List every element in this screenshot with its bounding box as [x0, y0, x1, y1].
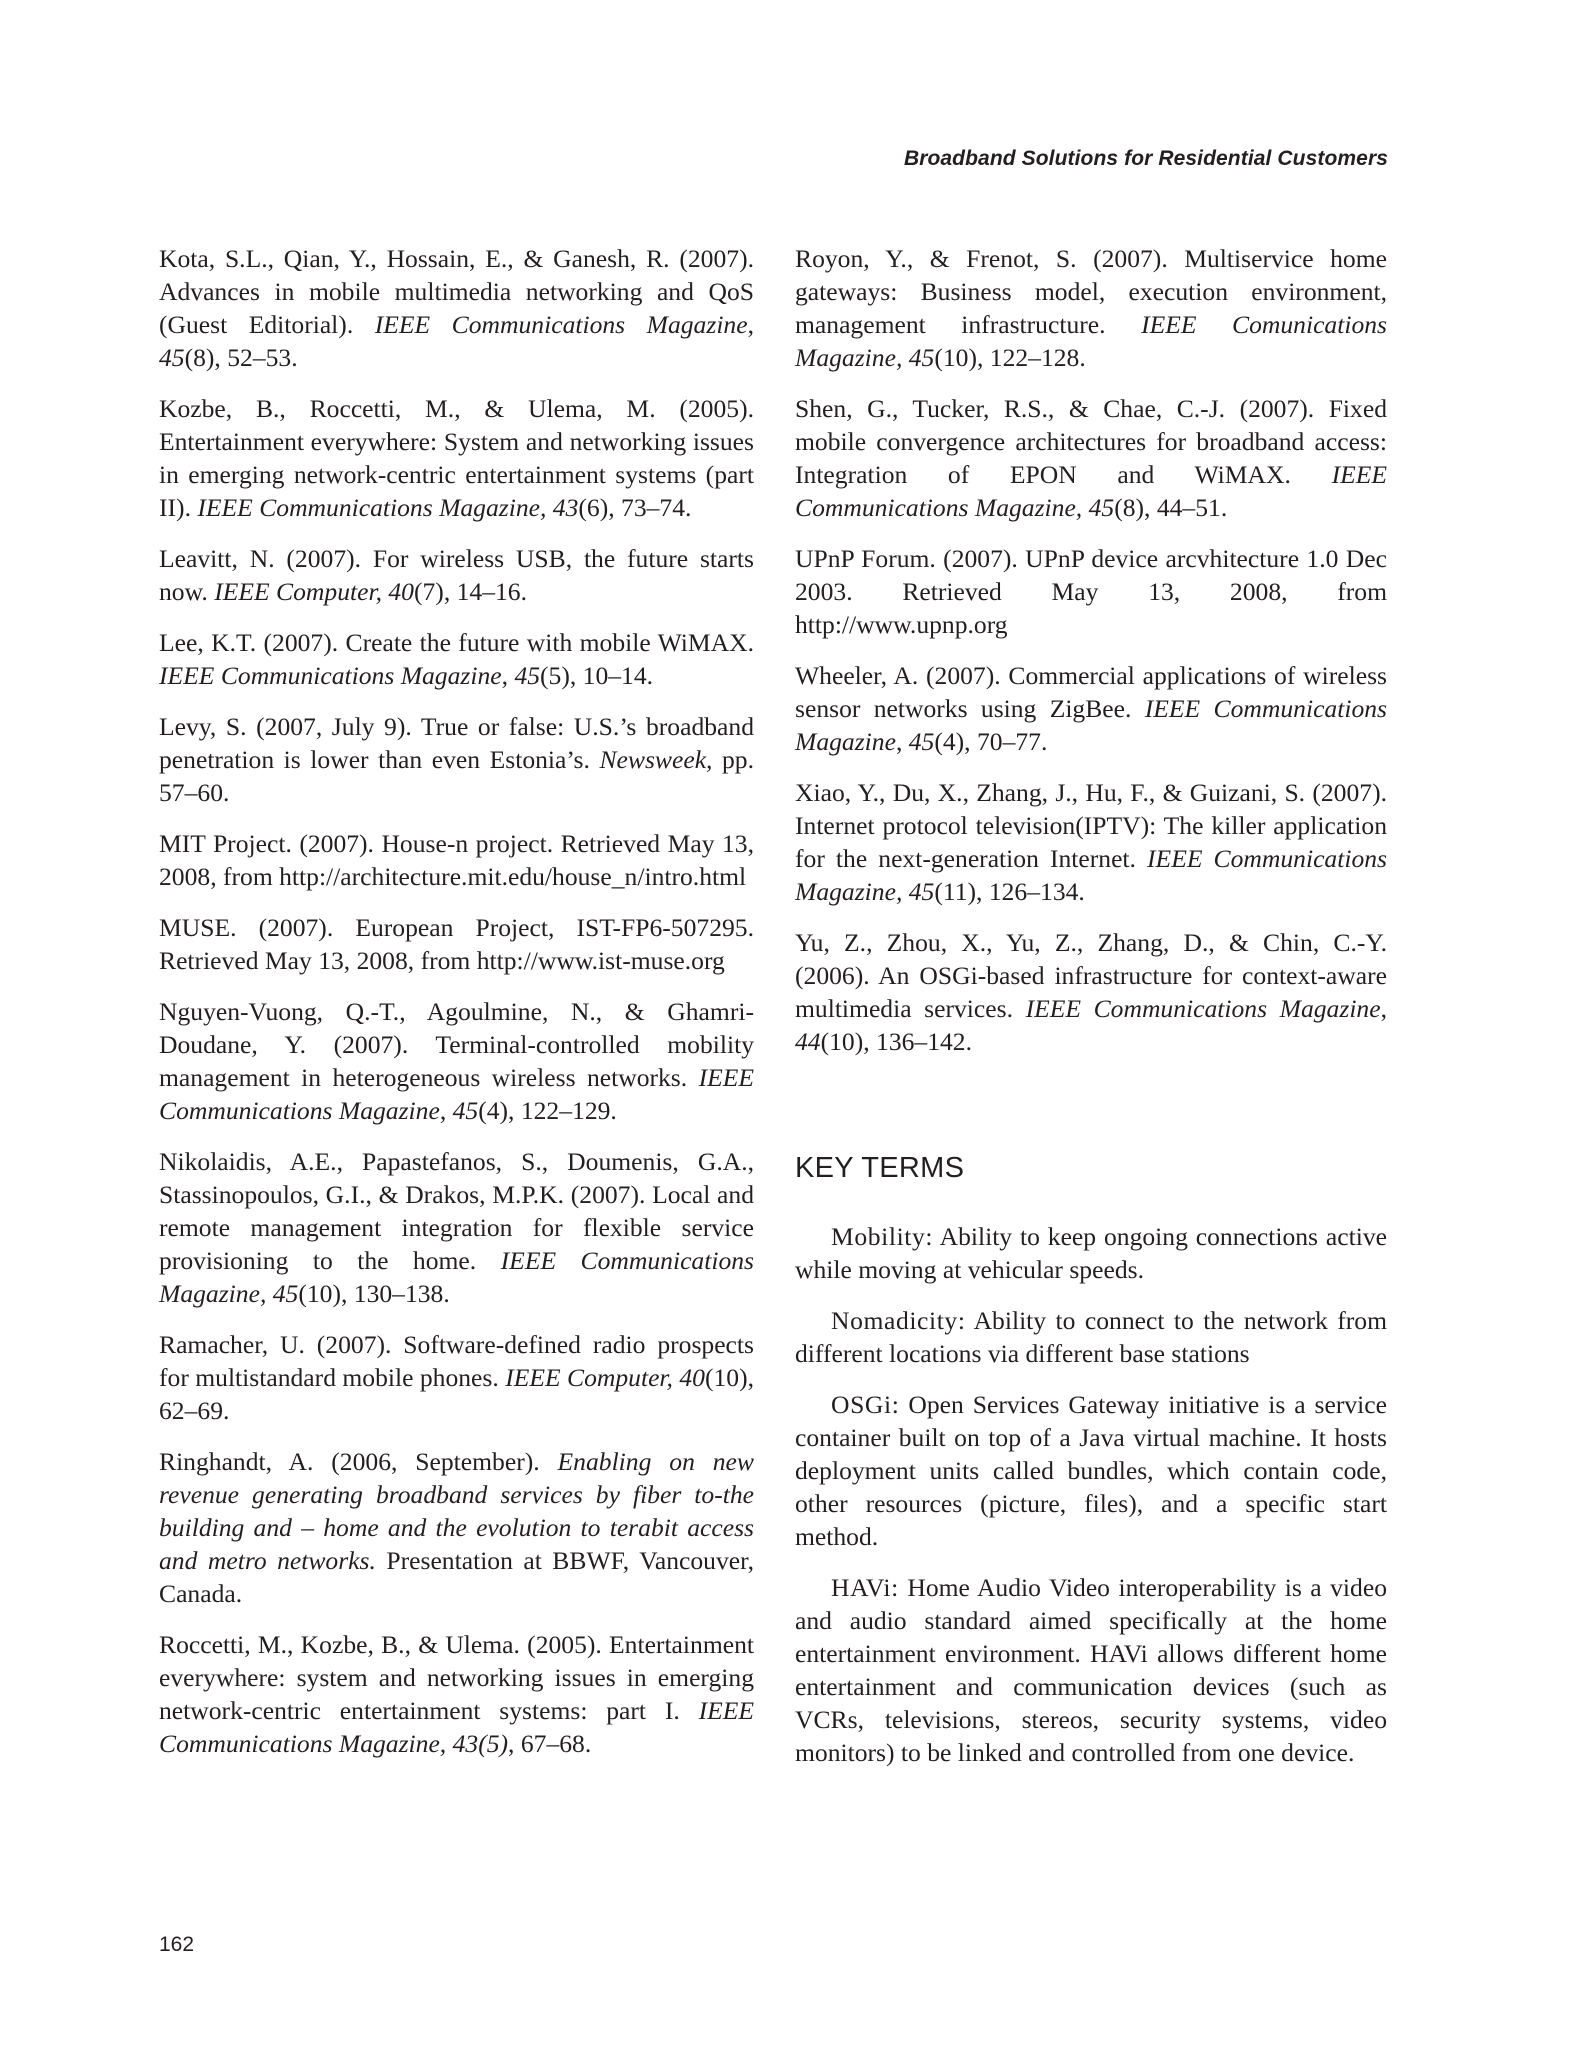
ref-text: MIT Project. (2007). House-n project. Retrieved May 13, 2008, from http://architecture.mit.edu/house_n/intro.html	[159, 829, 754, 891]
ref-sep: ,	[439, 1096, 453, 1125]
term-label: OSGi:	[831, 1390, 900, 1419]
key-terms-heading: KEY TERMS	[795, 1152, 965, 1184]
key-term-entry	[795, 1220, 1387, 1286]
ref-pages: (10), 136–142.	[820, 1027, 973, 1056]
ref-pages: (7), 14–16.	[413, 577, 528, 606]
ref-pages: (11), 126–134.	[934, 877, 1085, 906]
ref-authors: Nguyen-Vuong, Q.-T., Agoulmine, N., & Ghamri-Doudane, Y. (2007). Terminal-controlled mobility management in heterogeneous wireless networks.	[159, 997, 754, 1092]
ref-authors: Kozbe, B., Roccetti, M., & Ulema, M. (2005). Entertainment everywhere: System and networking issues in emerging network-centric entertainment systems (part II).	[159, 394, 754, 522]
reference-entry	[159, 995, 754, 1127]
reference-entry	[159, 626, 754, 692]
reference-entry	[795, 542, 1387, 641]
ref-authors: Royon, Y., & Frenot, S. (2007). Multiservice home gateways: Business model, execution environment, management infrastructure.	[795, 244, 1387, 339]
ref-journal: IEEE Communications Magazine, 45	[159, 1246, 755, 1308]
ref-volume: 45	[514, 661, 541, 690]
ref-sep: ,	[747, 310, 754, 339]
reference-entry	[159, 710, 754, 809]
key-terms-list	[795, 1220, 1387, 1787]
ref-pages: (5), 10–14.	[540, 661, 654, 690]
ref-volume: 45	[159, 343, 185, 372]
reference-entry	[795, 242, 1387, 374]
ref-journal: IEEE Computer, 40	[214, 577, 414, 606]
ref-text: MUSE. (2007). European Project, IST-FP6-507295. Retrieved May 13, 2008, from http://www.ist-muse.org	[159, 913, 754, 975]
ref-journal: IEEE Communications Magazine, 45	[795, 844, 1388, 906]
reference-entry	[795, 392, 1387, 524]
ref-pages: (10), 122–128.	[934, 343, 1086, 372]
reference-entry	[795, 926, 1387, 1058]
ref-authors: Ramacher, U. (2007). Software-defined radio prospects for multistandard mobile phones.	[159, 1330, 754, 1392]
ref-venue: Presentation at BBWF, Vancouver, Canada.	[159, 1546, 754, 1608]
ref-volume: 44	[795, 1027, 821, 1056]
ref-pages: (4), 122–129.	[478, 1096, 617, 1125]
reference-entry	[159, 1628, 754, 1760]
key-term-entry	[795, 1571, 1387, 1769]
reference-entry	[159, 911, 754, 977]
reference-entry	[159, 242, 754, 374]
ref-pages: (10), 130–138.	[298, 1279, 450, 1308]
ref-pages: (8), 44–51.	[1114, 493, 1228, 522]
ref-authors: Wheeler, A. (2007). Commercial applications of wireless sensor networks using ZigBee.	[795, 661, 1387, 723]
ref-pages: (4), 70–77.	[934, 727, 1048, 756]
ref-sep: ,	[895, 727, 909, 756]
term-definition: Ability to connect to the network from different locations via different base stations	[795, 1306, 1387, 1368]
references-left-column	[159, 242, 754, 1778]
ref-journal: IEEE Communications Magazine, 45	[795, 460, 1387, 522]
key-term-entry	[795, 1304, 1387, 1370]
reference-entry	[159, 392, 754, 524]
ref-authors: Levy, S. (2007, July 9). True or false: U.S.’s broadband penetration is lower than even Estonia’s.	[159, 712, 754, 774]
ref-journal: IEEE Communications Magazine	[159, 1063, 754, 1125]
running-header: Broadband Solutions for Residential Customers	[903, 147, 1388, 170]
ref-pages: (8), 52–53.	[184, 343, 298, 372]
reference-entry	[159, 542, 754, 608]
ref-journal: IEEE Comunications Magazine, 45	[795, 310, 1387, 372]
term-definition: Home Audio Video interoperability is a video and audio standard aimed specifically at the home entertainment environment. HAVi allows different home entertainment and communication devices (such as VCRs, televisions, stereos, security systems, video monitors) to be linked and controlled from one device.	[795, 1573, 1387, 1767]
ref-sep: ,	[501, 661, 515, 690]
page-number: 162	[159, 1933, 195, 1956]
reference-entry	[795, 776, 1387, 908]
reference-entry	[159, 1445, 754, 1610]
ref-authors: Yu, Z., Zhou, X., Yu, Z., Zhang, D., & Chin, C.-Y. (2006). An OSGi-based infrastructure for context-aware multimedia services.	[795, 928, 1387, 1023]
ref-journal: IEEE Communications Magazine	[159, 661, 502, 690]
ref-journal: Newsweek,	[599, 745, 713, 774]
reference-entry	[159, 1328, 754, 1427]
ref-pages: (6), 73–74.	[578, 493, 692, 522]
reference-entry	[159, 827, 754, 893]
term-label: Mobility:	[831, 1222, 934, 1251]
ref-pages: (10), 62–69.	[159, 1363, 754, 1425]
key-term-entry	[795, 1388, 1387, 1553]
ref-journal: IEEE Communications Magazine, 43(5)	[159, 1696, 754, 1758]
ref-title: Enabling on new revenue generating broadband services by fiber to-the building and – home and the evolution to terabit access and metro networks.	[159, 1447, 754, 1575]
ref-authors: Xiao, Y., Du, X., Zhang, J., Hu, F., & Guizani, S. (2007). Internet protocol television(IPTV): The killer application for the next-generation Internet.	[795, 778, 1387, 873]
ref-journal: IEEE Communications Magazine	[1025, 994, 1381, 1023]
ref-journal: IEEE Communications Magazine	[374, 310, 748, 339]
reference-entry	[795, 659, 1387, 758]
ref-pages: pp. 57–60.	[159, 745, 755, 807]
term-label: Nomadicity:	[831, 1306, 966, 1335]
ref-journal: IEEE Communications Magazine, 43	[197, 493, 579, 522]
ref-sep: ,	[1380, 994, 1387, 1023]
ref-journal: IEEE Communications Magazine	[795, 694, 1387, 756]
ref-authors: Lee, K.T. (2007). Create the future with mobile WiMAX.	[159, 628, 754, 657]
reference-entry	[159, 1145, 754, 1310]
ref-authors: Ringhandt, A. (2006, September).	[159, 1447, 558, 1476]
term-definition: Open Services Gateway initiative is a service container built on top of a Java virtual machine. It hosts deployment units called bundles, which contain code, other resources (picture, files), and a specific start method.	[795, 1390, 1387, 1551]
ref-authors: Shen, G., Tucker, R.S., & Chae, C.-J. (2007). Fixed mobile convergence architectures for broadband access: Integration of EPON and WiMAX.	[795, 394, 1387, 489]
ref-volume: 45	[908, 727, 935, 756]
ref-authors: Kota, S.L., Qian, Y., Hossain, E., & Ganesh, R. (2007). Advances in mobile multimedia networking and QoS (Guest Editorial).	[159, 244, 754, 339]
ref-authors: Leavitt, N. (2007). For wireless USB, the future starts now.	[159, 544, 754, 606]
term-label: HAVi:	[831, 1573, 899, 1602]
ref-authors: Nikolaidis, A.E., Papastefanos, S., Doumenis, G.A., Stassinopoulos, G.I., & Drakos, M.P.K. (2007). Local and remote management integration for flexible service provisioning to the home.	[159, 1147, 754, 1275]
ref-journal: IEEE Computer, 40	[505, 1363, 705, 1392]
term-definition: Ability to keep ongoing connections active while moving at vehicular speeds.	[795, 1222, 1387, 1284]
references-right-column	[795, 242, 1388, 1767]
ref-pages: , 67–68.	[508, 1729, 592, 1758]
ref-authors: Roccetti, M., Kozbe, B., & Ulema. (2005). Entertainment everywhere: system and networking issues in emerging network-centric entertainment systems: part I.	[159, 1630, 754, 1725]
ref-volume: 45	[452, 1096, 479, 1125]
ref-text: UPnP Forum. (2007). UPnP device arcvhitecture 1.0 Dec 2003. Retrieved May 13, 2008, from http://www.upnp.org	[795, 544, 1387, 639]
